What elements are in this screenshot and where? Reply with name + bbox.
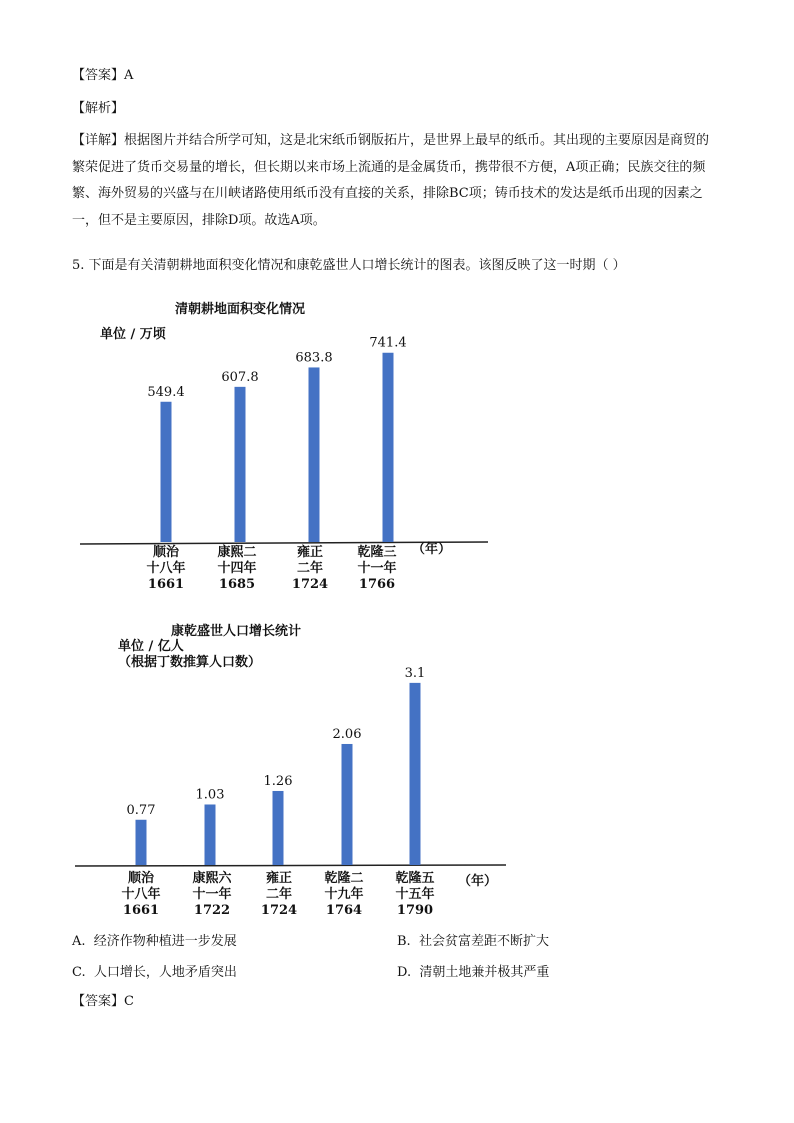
chart2-category-2-line-2: 1724 (260, 903, 298, 918)
chart1-title: 清朝耕地面积变化情况 (174, 302, 306, 317)
answer-label: 【答案】 (72, 68, 125, 83)
answer-line-2 (72, 992, 134, 1012)
chart1-ylabel: 单位 / 万顷 (100, 327, 166, 342)
detail-text: 根据图片并结合所学可知，这是北宋纸币钢版拓片，是世界上最早的纸币。其出现的主要原因是商贸的繁荣促进了货币交易量的增长，但长期以来市场上流通的是金属货币，携带很不方便，A项正确；民族交往的频繁、海外贸易的兴盛与在川峡诸路使用纸币没有直接的关系，排除BC项；铸币技术的发达是纸币出现的因素之一，但不是主要原因，排除D项。故选A项。 (72, 133, 710, 228)
chart2-category-2-line-0: 雍正 (265, 871, 293, 886)
chart2-title: 康乾盛世人口增长统计 (170, 624, 302, 639)
option-d-text: 清朝土地兼并极其严重 (419, 965, 550, 980)
chart1-value-label-2: 683.8 (295, 350, 333, 366)
chart2-ylabel: 单位 / 亿人 (118, 639, 184, 654)
chart2-category-0-line-0: 顺治 (127, 871, 155, 886)
chart1-category-0-line-2: 1661 (147, 577, 185, 592)
chart2-category-3-line-2: 1764 (325, 903, 363, 918)
chart1-bar-3 (383, 353, 394, 542)
chart1-category-3-line-0: 乾隆三 (357, 545, 397, 560)
chart1-category-2-line-0: 雍正 (296, 545, 324, 560)
option-c[interactable] (72, 963, 237, 983)
answer2-label: 【答案】 (72, 994, 125, 1009)
chart1-category-1-line-0: 康熙二 (217, 545, 257, 560)
chart2-bar-2 (273, 791, 284, 865)
chart2-category-4-line-1: 十五年 (395, 887, 435, 902)
chart2-value-label-1: 1.03 (195, 787, 225, 803)
chart1-value-label-0: 549.4 (147, 384, 185, 400)
chart1-value-label-1: 607.8 (221, 369, 259, 385)
chart1-category-0-line-1: 十八年 (146, 561, 186, 576)
chart2-category-3-line-0: 乾隆二 (324, 871, 364, 886)
chart1-category-3-line-1: 十一年 (357, 561, 397, 576)
option-d[interactable] (397, 963, 549, 983)
chart1-bar-1 (235, 387, 246, 542)
chart2-category-4-line-2: 1790 (396, 903, 434, 918)
chart2-bar-3 (342, 744, 353, 865)
answer2-value: C (124, 994, 134, 1009)
question-5: 5. 下面是有关清朝耕地面积变化情况和康乾盛世人口增长统计的图表。该图反映了这一时期（ ） (72, 258, 626, 273)
analysis-label: 【解析】 (72, 101, 125, 116)
chart1-xlabel: （年） (412, 542, 452, 557)
chart1-category-1-line-2: 1685 (218, 577, 256, 592)
chart2-bar-4 (410, 683, 421, 865)
option-b-text: 社会贫富差距不断扩大 (418, 934, 549, 949)
chart2-xlabel: （年） (458, 874, 498, 889)
chart2-subtitle: （根据丁数推算人口数） (118, 655, 262, 670)
option-c-letter: C. (72, 965, 86, 980)
detail-label: 【详解】 (72, 133, 125, 148)
chart2-value-label-2: 1.26 (263, 773, 293, 789)
chart1-category-0-line-0: 顺治 (152, 545, 180, 560)
option-a-letter: A. (72, 934, 86, 949)
chart2-category-0-line-2: 1661 (122, 903, 160, 918)
chart2-value-label-4: 3.1 (404, 665, 426, 681)
option-c-text: 人口增长，人地矛盾突出 (93, 965, 237, 980)
chart2-bar-0 (136, 820, 147, 865)
chart1-value-label-3: 741.4 (369, 335, 407, 351)
chart2-value-label-0: 0.77 (126, 802, 156, 818)
option-d-letter: D. (397, 965, 412, 980)
option-b-letter: B. (397, 934, 411, 949)
chart2-category-0-line-1: 十八年 (121, 887, 161, 902)
chart1-category-3-line-2: 1766 (358, 577, 396, 592)
chart1-category-1-line-1: 十四年 (217, 561, 257, 576)
answer-value: A (124, 68, 134, 83)
chart1-category-2-line-1: 二年 (296, 561, 324, 576)
chart2-category-3-line-1: 十九年 (324, 887, 364, 902)
chart-farmland (80, 301, 488, 592)
chart2-category-1-line-1: 十一年 (192, 887, 232, 902)
chart2-category-1-line-2: 1722 (193, 903, 231, 918)
option-b[interactable] (397, 932, 549, 952)
chart2-category-2-line-1: 二年 (265, 887, 293, 902)
chart1-bar-2 (309, 367, 320, 542)
chart2-value-label-3: 2.06 (332, 726, 362, 742)
chart2-category-4-line-0: 乾隆五 (395, 871, 435, 886)
chart2-axis (75, 865, 506, 866)
chart1-category-2-line-2: 1724 (291, 577, 329, 592)
option-a-text: 经济作物种植进一步发展 (93, 934, 237, 949)
chart-population (75, 623, 506, 918)
chart2-bar-1 (205, 804, 216, 865)
option-a[interactable] (72, 932, 237, 952)
chart2-category-1-line-0: 康熙六 (192, 871, 232, 886)
chart1-bar-0 (161, 402, 172, 542)
